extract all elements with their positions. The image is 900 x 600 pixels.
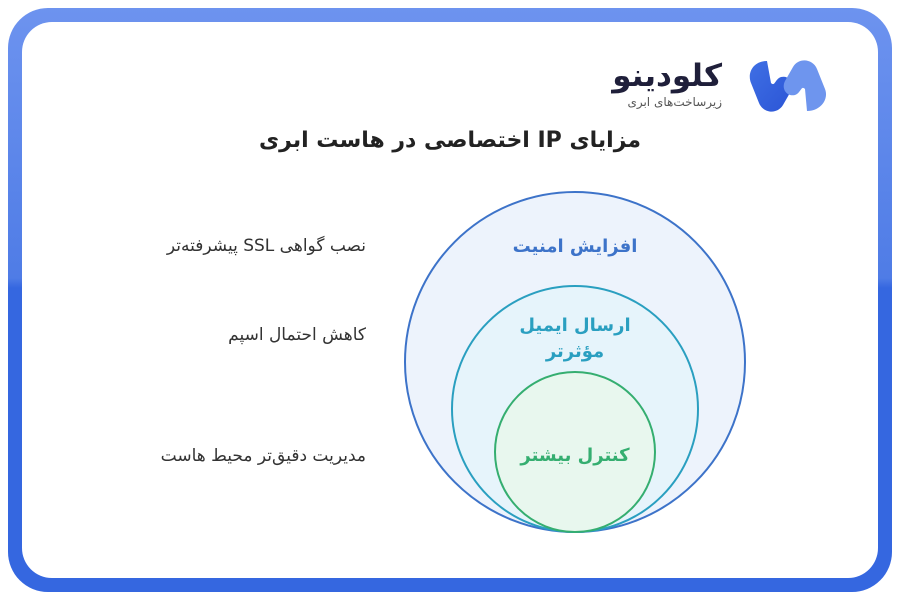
- benefit-management: مدیریت دقیق‌تر محیط هاست: [160, 446, 366, 466]
- benefit-ssl: نصب گواهی SSL پیشرفته‌تر: [166, 236, 366, 256]
- middle-circle-label-line2: مؤثرتر: [545, 341, 605, 362]
- page-title: مزایای IP اختصاصی در هاست ابری: [258, 128, 642, 153]
- benefit-spam: کاهش احتمال اسپم: [228, 325, 366, 345]
- brand-tagline: زیرساخت‌های ابری: [627, 95, 722, 109]
- outer-circle-label: افزایش امنیت: [512, 236, 638, 257]
- middle-circle-label: [490, 313, 660, 365]
- middle-circle-label-line1: ارسال ایمیل: [519, 315, 631, 336]
- brand-name: کلودینو: [612, 58, 722, 94]
- inner-circle-label: کنترل بیشتر: [520, 445, 630, 466]
